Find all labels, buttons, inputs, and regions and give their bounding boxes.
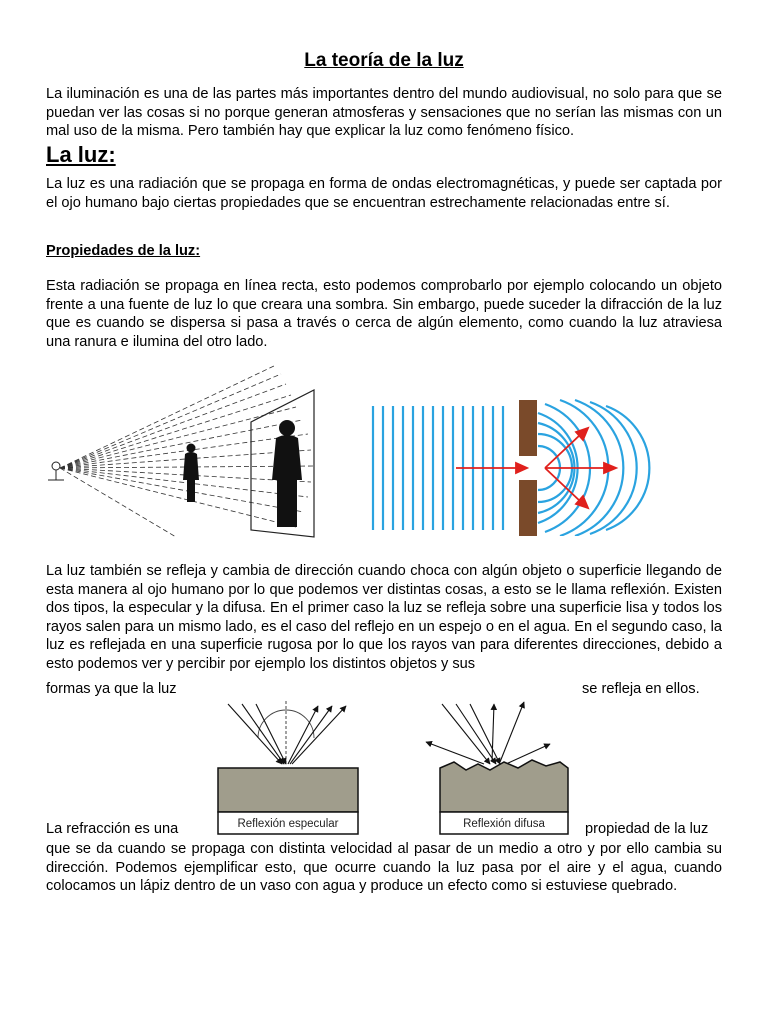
shadow-propagation-figure <box>46 362 336 540</box>
refraction-left: La refracción es una <box>46 821 179 837</box>
intro-paragraph: La iluminación es una de las partes más importantes dentro del mundo audiovisual, no solo para que se puedan ver las cosas si no porque generan atmosferas y sensaciones que no serían las mismas con un mal uso de la misma. Pero también hay que explicar la luz como fenómeno físico. <box>46 86 722 140</box>
diffuse-caption: Reflexión difusa <box>463 818 545 830</box>
reflection-tail-right: se refleja en ellos. <box>582 681 700 697</box>
reflection-paragraph: La luz también se refleja y cambia de dirección cuando choca con algún objeto o superficie llegando de esta manera al ojo humano por lo que podemos ver distintas cosas, a esto se le llama reflexión. Existen dos tipos, la especular y la difusa. En el primer caso la luz se refleja sobre una superficie lisa y todos los rayos salen para un mismo lado, es el caso del reflejo en un espejo o en el agua. En el segundo caso, la luz es reflejada en una superficie rugosa por lo que los rayos van para diferentes direcciones, debido a esto podemos ver y percibir por ejemplo los distintos objetos y sus <box>46 563 722 672</box>
page-title: La teoría de la luz <box>304 50 464 71</box>
properties-paragraph: Esta radiación se propaga en línea recta, esto podemos comprobarlo por ejemplo colocando un objeto frente a una fuente de luz lo que creara una sombra. Sin embargo, puede suceder la difracción de la luz que es cuando se dispersa si pasa a través o cerca de algún elemento, como cuando la luz atraviesa una ranura e ilumina del otro lado. <box>46 278 722 350</box>
reflection-tail-left: formas ya que la luz <box>46 681 177 697</box>
diffuse-reflection-figure <box>420 698 584 838</box>
diffraction-figure <box>370 398 694 536</box>
subheading: Propiedades de la luz: <box>46 243 201 259</box>
refraction-right: propiedad de la luz <box>585 821 709 837</box>
section-paragraph: La luz es una radiación que se propaga en forma de ondas electromagnéticas, y puede ser captada por el ojo humano bajo ciertas propiedades que se encuentran estrechamente relacionadas entre sí. <box>46 176 722 211</box>
refraction-paragraph: que se da cuando se propaga con distinta velocidad al pasar de un medio a otro y por ello cambia su dirección. Podemos ejemplificar esto, que ocurre cuando la luz pasa por el aire y el agua, cuando colocamos un lápiz dentro de un vaso con agua y produce un efecto como si estuviese quebrado. <box>46 841 722 895</box>
specular-reflection-figure <box>200 698 376 838</box>
section-heading: La luz: <box>46 142 116 167</box>
specular-caption: Reflexión especular <box>237 818 339 830</box>
